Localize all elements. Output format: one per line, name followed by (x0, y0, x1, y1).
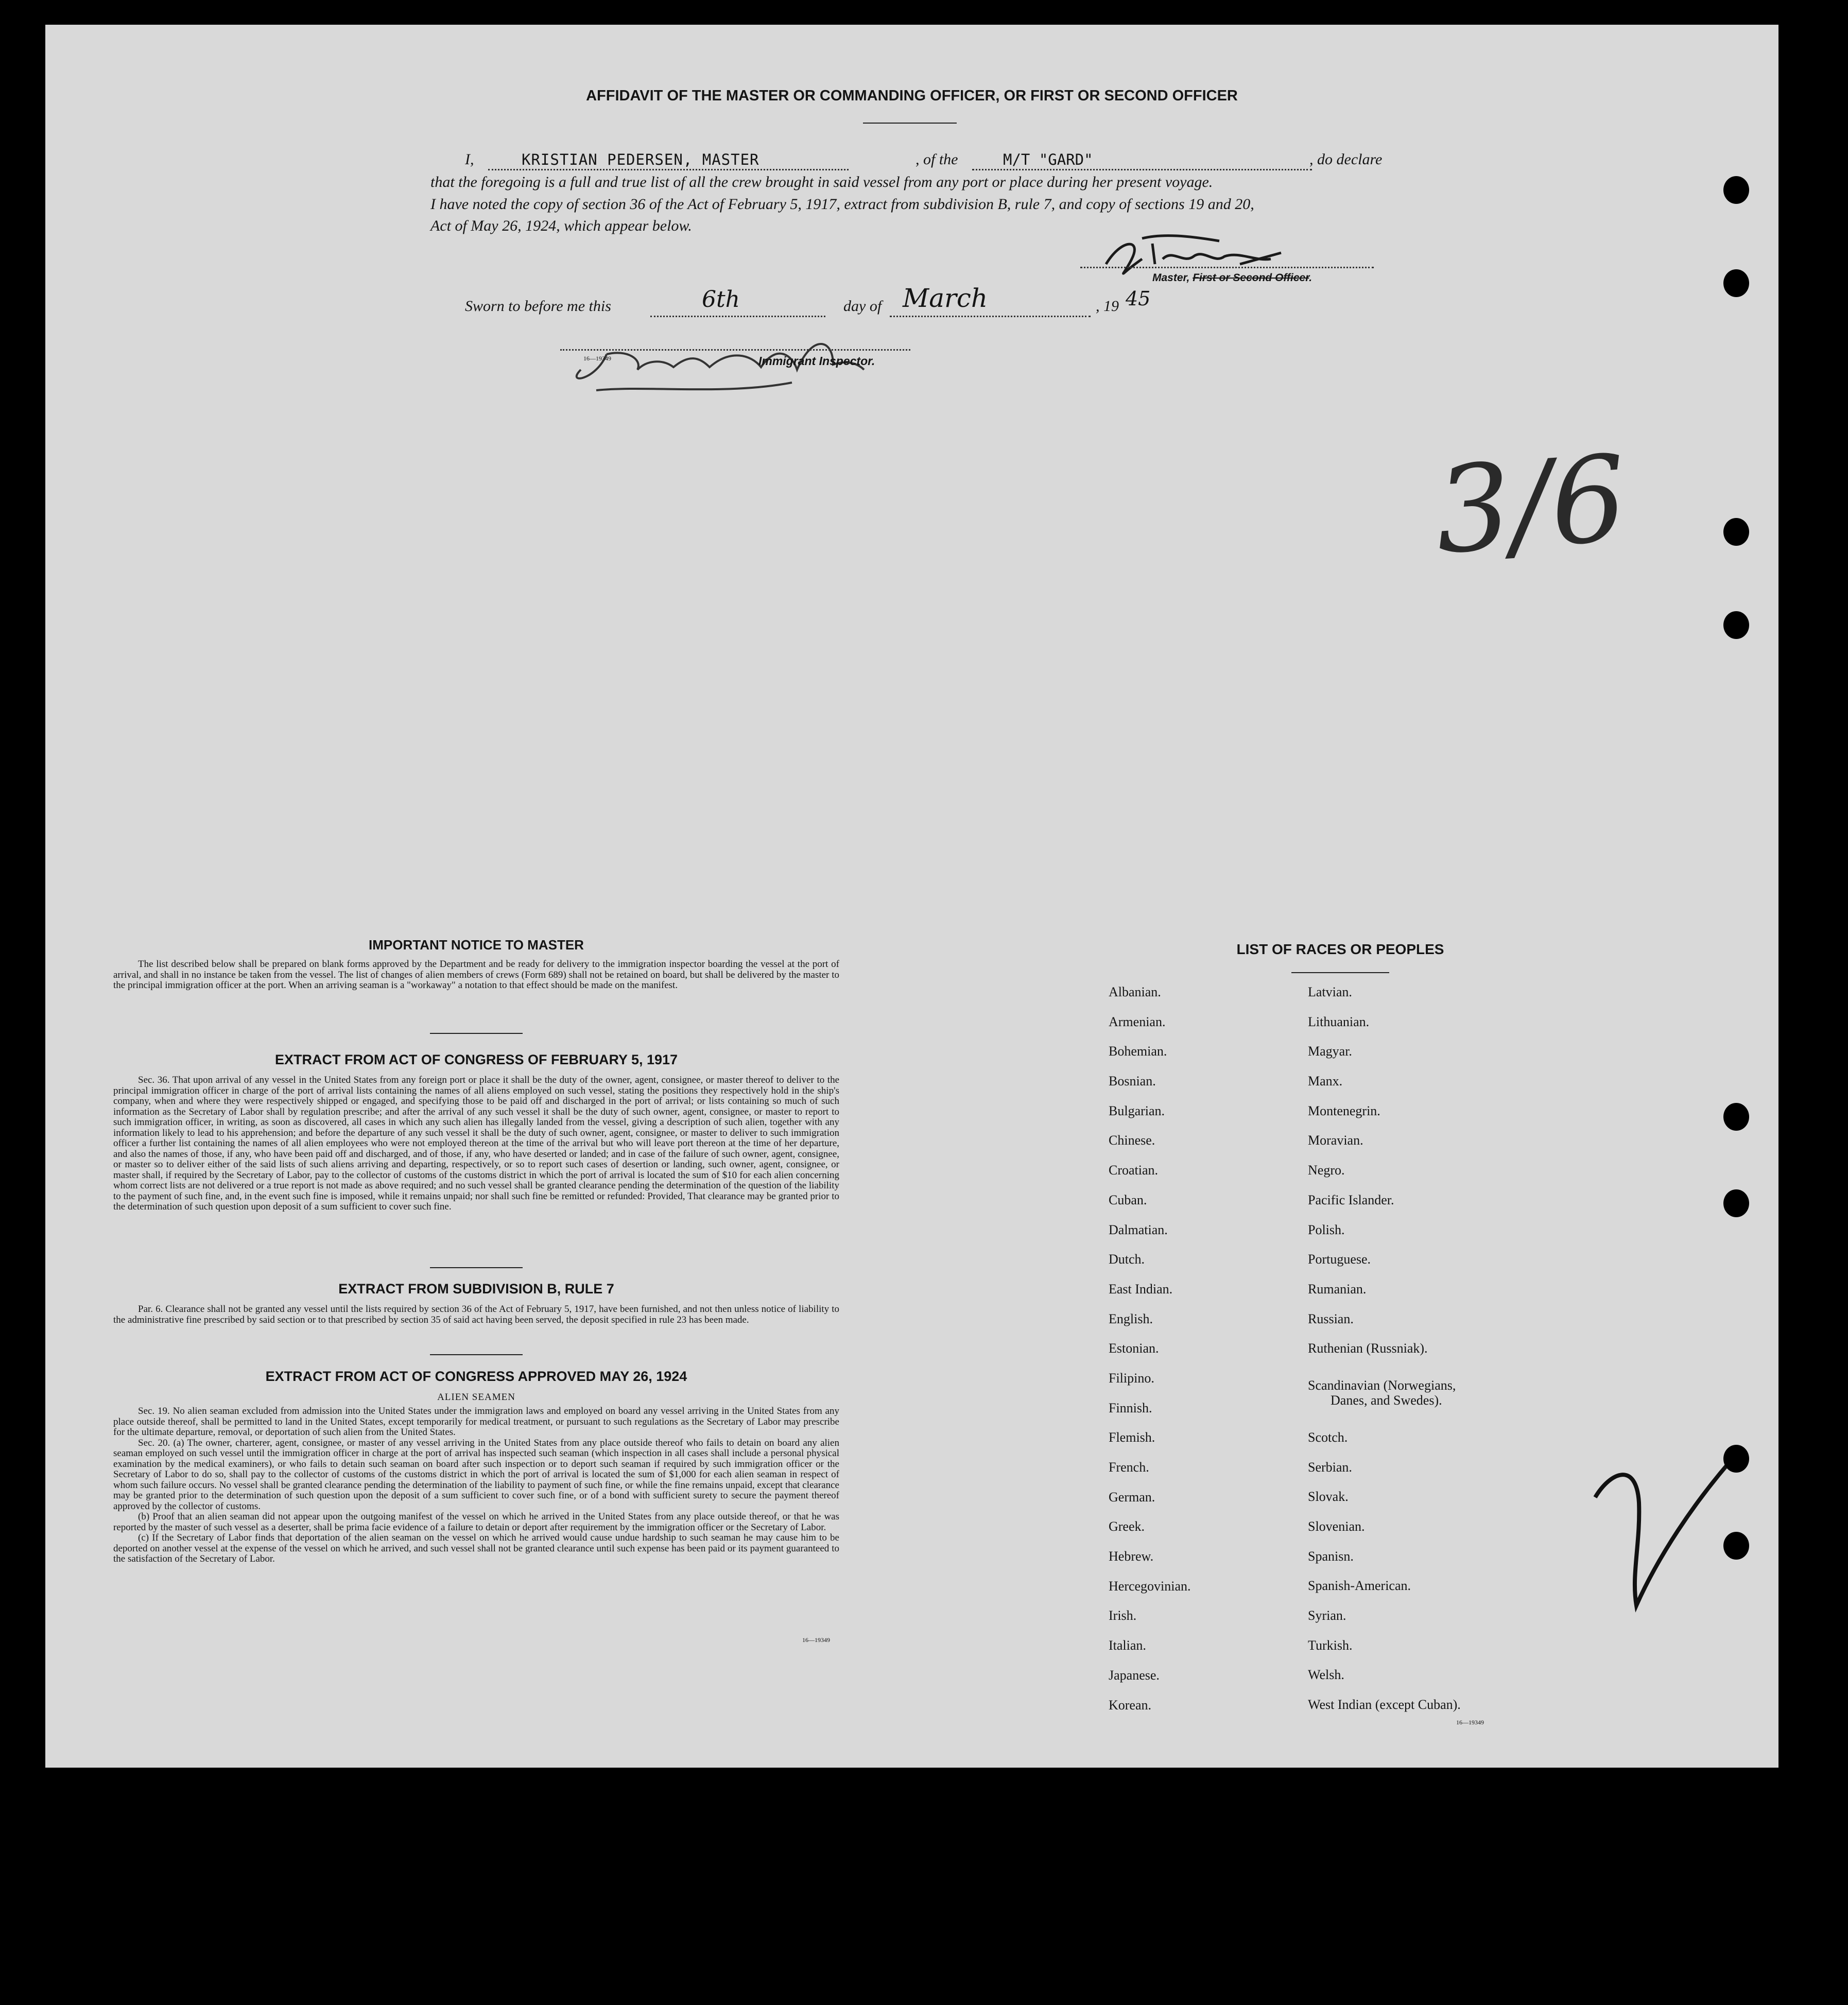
extract-rule7-title: EXTRACT FROM SUBDIVISION B, RULE 7 (338, 1281, 614, 1297)
race-item: Korean. (1109, 1697, 1152, 1713)
race-item: Pacific Islander. (1308, 1192, 1394, 1207)
binder-hole (1723, 1445, 1749, 1473)
race-item: Irish. (1109, 1608, 1137, 1623)
extract-rule7-divider (430, 1354, 523, 1355)
race-item: West Indian (except Cuban). (1308, 1697, 1461, 1713)
race-item: Moravian. (1308, 1133, 1363, 1148)
race-item: Greek. (1109, 1519, 1145, 1534)
race-item: Spanisn. (1308, 1548, 1354, 1564)
binder-hole (1723, 269, 1749, 297)
race-item: Portuguese. (1308, 1252, 1371, 1267)
master-name-blank (488, 169, 849, 170)
race-item: Cuban. (1109, 1192, 1147, 1207)
race-item: East Indian. (1109, 1281, 1173, 1297)
of-the-text: , of the (916, 151, 958, 168)
extract-1917-text: Sec. 36. That upon arrival of any vessel in the United States from any foreign port or place it shall be the duty of the owner, agent, consignee, or master thereof to deliver to the principal immigration officer in charge of the port of arrival lists containing the names of all aliens employed on such vessel, stating the positions they respectively hold in the ship's company, when and where they were respectively shipped or engaged, and specifying those to be paid off and discharged in the port of arrival; or lists containing so much of such information as the Secretary of Labor shall by regulation prescribe; and after the arrival of any such vessel it shall be the duty of such owner, agent, consignee, or master to report to such immigration officer, in writing, as soon as discovered, all cases in which any such alien has illegally landed from the vessel, giving a description of such alien, together with any information likely to lead to his apprehension; and before the departure of any such vessel it shall be the duty of such owner, agent, consignee, or master to deliver to such immigration officer a further list containing the names of all alien employees who were not employed thereon at the time of the arrival but who will leave port thereon at the time of her departure, and also the names of those, if any, who have been paid off and discharged, and of those, if any, who have deserted or landed; and in case of the failure of such owner, agent, consignee, or master so to deliver either of the said lists of such aliens arriving and departing, respectively, or so to report such cases of desertion or landing, such owner, agent, consignee, or master shall, if required by the Secretary of Labor, pay to the collector of customs of the customs district in which the port of arrival is located the sum of $10 for each alien concerning whom correct lists are not delivered or a true report is not made as above required; and no such vessel shall be granted clearance pending the determination of the question of the liability to the payment of such fine, and, in the event such fine is imposed, while it remains unpaid; nor shall such fine be remitted or refunded: Provided, That clearance may be granted prior to the determination of such question upon deposit of a sum sufficient to cover such fine. (113, 1075, 839, 1212)
race-item: Scotch. (1308, 1429, 1348, 1445)
section-19-text: Sec. 19. No alien seaman excluded from admission into the United States under the immigration laws and employed on board any vessel arriving in the United States from any place outside thereof, shall be permitted to land in the United States, except temporarily for medical treatment, or pursuant to such regulations as the Secretary of Labor may prescribe for the ultimate departure, removal, or deportation of such alien from the United States. (113, 1406, 839, 1438)
vessel-name: M/T "GARD" (1003, 151, 1093, 168)
race-item: Magyar. (1308, 1044, 1352, 1059)
extract-form-number: 16—19349 (802, 1636, 830, 1644)
extract-1924-title: EXTRACT FROM ACT OF CONGRESS APPROVED MAY 26, 1924 (265, 1369, 687, 1384)
race-item: Latvian. (1308, 984, 1352, 999)
inspector-caption: Immigrant Inspector. (758, 354, 875, 368)
race-item: Estonian. (1109, 1341, 1159, 1356)
binder-hole (1723, 176, 1749, 204)
declaration-line-1 (465, 151, 474, 168)
race-item: Manx. (1308, 1074, 1343, 1089)
vessel-name-blank (972, 169, 1312, 170)
race-item: Dutch. (1109, 1252, 1145, 1267)
inspector-signature-line (560, 349, 910, 351)
race-item: Croatian. (1109, 1163, 1159, 1178)
section-20a-text: Sec. 20. (a) The owner, charterer, agent, consignee, or master of any vessel arriving in the United States from any place outside thereof who fails to detain on board any alien seaman employed on such vessel until the immigration officer in charge at the port of arrival has inspected such seaman (which inspection in all cases shall include a personal physical examination by the medical examiners), or who fails to detain such seaman on board after such inspection or to deport such seaman if required by such immigration officer or the Secretary of Labor to do so, shall pay to the collector of customs of the customs district in which the port of arrival is located the sum of $1,000 for each alien seaman in respect of whom such failure occurs. No vessel shall be granted clearance pending the determination of the liability to payment of such fine, or while the fine remains unpaid, except that clearance may be granted prior to the determination of such question upon the deposit of a sum sufficient to cover such fine, or of a bond with sufficient surety to secure the payment thereof approved by the collector of customs. (113, 1437, 839, 1512)
race-item: Japanese. (1109, 1667, 1160, 1683)
sworn-day-blank (650, 316, 825, 317)
race-item: German. (1109, 1489, 1155, 1505)
notice-title: IMPORTANT NOTICE TO MASTER (369, 937, 584, 953)
race-item: Turkish. (1308, 1637, 1353, 1653)
race-item: Rumanian. (1308, 1281, 1367, 1297)
race-item: Polish. (1308, 1222, 1345, 1237)
race-item: Bosnian. (1109, 1074, 1156, 1089)
race-item: Syrian. (1308, 1608, 1346, 1623)
notice-text: The list described below shall be prepared on blank forms approved by the Department and be ready for delivery to the immigration inspector boarding the vessel at the port of arrival, and shall in no instance be taken from the vessel. The list of changes of alien members of crews (Form 689) shall not be retained on board, but shall be delivered by the master to the principal immigration officer at the port. When an arriving seaman is a "workaway" a notation to that effect should be made on the manifest. (113, 959, 839, 991)
race-item: Slovak. (1308, 1489, 1349, 1505)
race-item: Slovenian. (1308, 1519, 1365, 1534)
notice-divider (430, 1033, 523, 1034)
section-20c-text: (c) If the Secretary of Labor finds that deportation of the alien seaman on the vessel on which he arrived would cause undue hardship to such seaman he may cause him to be deported on another vessel at the expense of the vessel on which he arrived, and such vessel shall not be granted clearance until such expense has been paid or its payment guaranteed to the satisfaction of the Secretary of Labor. (113, 1532, 839, 1564)
races-column-2 (1308, 983, 1461, 1726)
officer-caption: Master, First or Second Officer. (1152, 272, 1312, 284)
declaration-line-4: Act of May 26, 1924, which appear below. (430, 217, 692, 234)
race-item: Italian. (1109, 1638, 1146, 1653)
binder-hole (1723, 1189, 1749, 1217)
race-item: Negro. (1308, 1163, 1345, 1178)
binder-hole (1723, 1103, 1749, 1131)
sworn-year: 45 (1126, 287, 1151, 310)
race-item: Scandinavian (Norwegians, (1308, 1377, 1456, 1393)
extract-1917-divider (430, 1267, 523, 1268)
title-divider (863, 123, 957, 124)
race-item: French. (1109, 1460, 1149, 1475)
race-item: Albanian. (1109, 984, 1161, 999)
binder-hole (1723, 1532, 1749, 1560)
race-item: Filipino. (1109, 1370, 1154, 1386)
declaration-line-2: that the foregoing is a full and true list of all the crew brought in said vessel from any port or place during her present voyage. (430, 174, 1213, 191)
master-signature-line (1080, 267, 1374, 268)
inspector-signature (545, 323, 916, 421)
extract-1924-body (113, 1406, 839, 1565)
race-item: Hebrew. (1109, 1549, 1154, 1564)
race-item: Danes, and Swedes). (1331, 1392, 1442, 1408)
race-item: Spanish-American. (1308, 1578, 1411, 1594)
races-form-number: 16—19349 (1456, 1719, 1484, 1726)
extract-1917-title: EXTRACT FROM ACT OF CONGRESS OF FEBRUARY 5, 1917 (274, 1052, 678, 1067)
race-item: Bulgarian. (1109, 1103, 1165, 1118)
extract-1924-subtitle: ALIEN SEAMEN (437, 1392, 515, 1403)
sworn-text: Sworn to before me this (465, 298, 611, 315)
race-item: Finnish. (1109, 1400, 1152, 1415)
do-declare-text: , do declare (1309, 151, 1383, 168)
binder-hole (1723, 611, 1749, 639)
handwritten-checkmark (1590, 1441, 1745, 1616)
race-item: Flemish. (1109, 1430, 1155, 1445)
races-column-1 (1109, 983, 1191, 1726)
races-title: LIST OF RACES OR PEOPLES (1236, 941, 1444, 957)
race-item: Montenegrin. (1308, 1103, 1380, 1118)
race-item: Welsh. (1308, 1667, 1344, 1683)
races-divider (1291, 972, 1389, 973)
race-item: Russian. (1308, 1311, 1354, 1326)
year-prefix: , 19 (1096, 298, 1119, 315)
race-item: Ruthenian (Russniak). (1308, 1341, 1428, 1356)
race-item: Chinese. (1109, 1133, 1155, 1148)
race-item: Bohemian. (1109, 1044, 1167, 1059)
race-item: Hercegovinian. (1109, 1578, 1191, 1594)
race-item: English. (1109, 1311, 1153, 1326)
race-item: Serbian. (1308, 1459, 1352, 1475)
sworn-month: March (903, 283, 988, 313)
race-item: Lithuanian. (1308, 1014, 1370, 1029)
race-item: Armenian. (1109, 1014, 1166, 1029)
extract-rule7-text: Par. 6. Clearance shall not be granted any vessel until the lists required by section 36 of the Act of February 5, 1917, have been furnished, and not then unless notice of liability to the administrative fine prescribed by said section or to that prescribed by section 35 of said act having been served, the deposit specified in rule 23 has been made. (113, 1304, 839, 1325)
sworn-day: 6th (702, 286, 740, 313)
struck-officer-text: First or Second Officer (1193, 272, 1309, 284)
declaration-line-3: I have noted the copy of section 36 of the Act of February 5, 1917, extract from subdivision B, rule 7, and copy of sections 19 and 20, (430, 196, 1254, 213)
affidavit-page (45, 25, 1778, 1768)
race-item: Dalmatian. (1109, 1222, 1168, 1237)
inspector-form-number: 16—19349 (583, 355, 611, 362)
sworn-month-blank (890, 316, 1091, 317)
i-word: I, (465, 151, 474, 168)
handwritten-fraction: 3/6 (1431, 430, 1631, 581)
day-of-text: day of (843, 298, 882, 315)
master-name: KRISTIAN PEDERSEN, MASTER (522, 151, 759, 168)
affidavit-title: AFFIDAVIT OF THE MASTER OR COMMANDING OFFICER, OR FIRST OR SECOND OFFICER (586, 88, 1238, 104)
binder-hole (1723, 518, 1749, 546)
section-20b-text: (b) Proof that an alien seaman did not appear upon the outgoing manifest of the vessel on which he arrived in the United States from any place outside thereof, or that he was reported by the master of such vessel as a deserter, shall be prima facie evidence of a failure to detain or deport after requirement by the immigration officer or the Secretary of Labor. (113, 1511, 839, 1533)
